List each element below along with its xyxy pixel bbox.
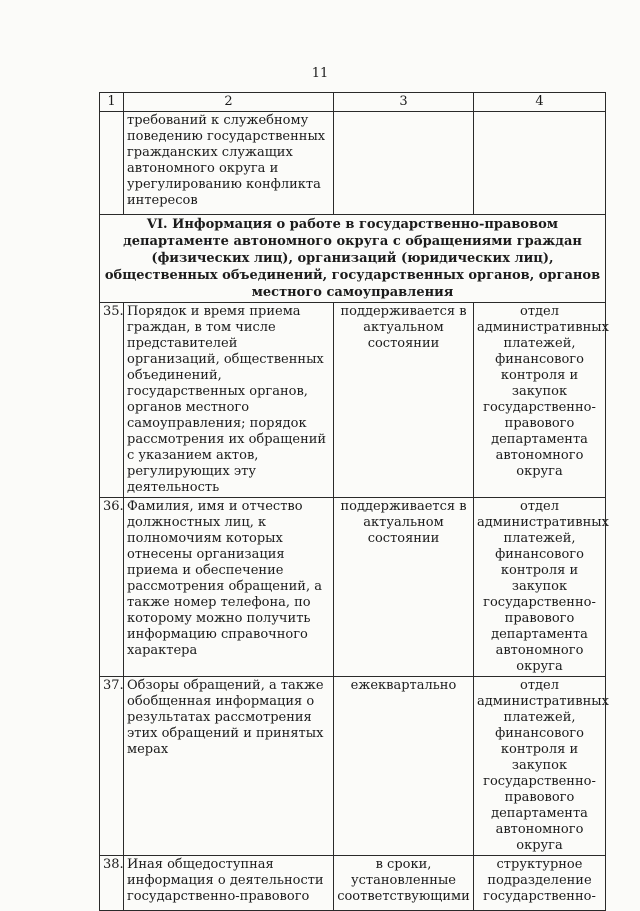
row-number: 35. [100,303,124,498]
row-frequency: в сроки, установленные соответствующими [334,856,474,911]
table-row [100,856,606,911]
section-heading-row [100,215,606,303]
row-responsible [474,112,606,215]
row-responsible: отдел административных платежей, финансового контроля и закупок государственно-правового департамента автономного округа [474,498,606,677]
column-header-4: 4 [474,93,606,112]
row-frequency: ежеквартально [334,677,474,856]
column-header-2: 2 [124,93,334,112]
row-frequency [334,112,474,215]
row-responsible: отдел административных платежей, финансового контроля и закупок государственно-правового департамента автономного округа [474,303,606,498]
row-responsible: отдел административных платежей, финансового контроля и закупок государственно-правового департамента автономного округа [474,677,606,856]
row-number: 36. [100,498,124,677]
row-responsible: структурное подразделение государственно- [474,856,606,911]
table-row [100,303,606,498]
document-table [99,92,609,911]
table-row [100,498,606,677]
row-description: Обзоры обращений, а также обобщенная информация о результатах рассмотрения этих обращений и принятых мерах [124,677,334,856]
row-number: 38. [100,856,124,911]
row-description: Иная общедоступная информация о деятельности государственно-правового [124,856,334,911]
row-frequency: поддерживается в актуальном состоянии [334,498,474,677]
column-header-1: 1 [100,93,124,112]
row-number [100,112,124,215]
table-row-continuation [100,112,606,215]
row-description: Порядок и время приема граждан, в том числе представителей организаций, общественных объединений, государственных органов, органов местного самоуправления; порядок рассмотрения их обращений с указанием актов, регулирующих эту деятельность [124,303,334,498]
page-number: 11 [311,66,329,81]
row-description: требований к служебному поведению государственных гражданских служащих автономного округа и урегулированию конфликта интересов [124,112,334,215]
section-heading: VI. Информация о работе в государственно-правовом департаменте автономного округа с обращениями граждан (физических лиц), организаций (юридических лиц), общественных объединений, государственных органов, органов местного самоуправления [100,215,606,303]
column-header-3: 3 [334,93,474,112]
row-number: 37. [100,677,124,856]
table-header-row [100,93,606,112]
row-frequency: поддерживается в актуальном состоянии [334,303,474,498]
table-row [100,677,606,856]
row-description: Фамилия, имя и отчество должностных лиц, к полномочиям которых отнесены организация приема и обеспечение рассмотрения обращений, а также номер телефона, по которому можно получить информацию справочного характера [124,498,334,677]
